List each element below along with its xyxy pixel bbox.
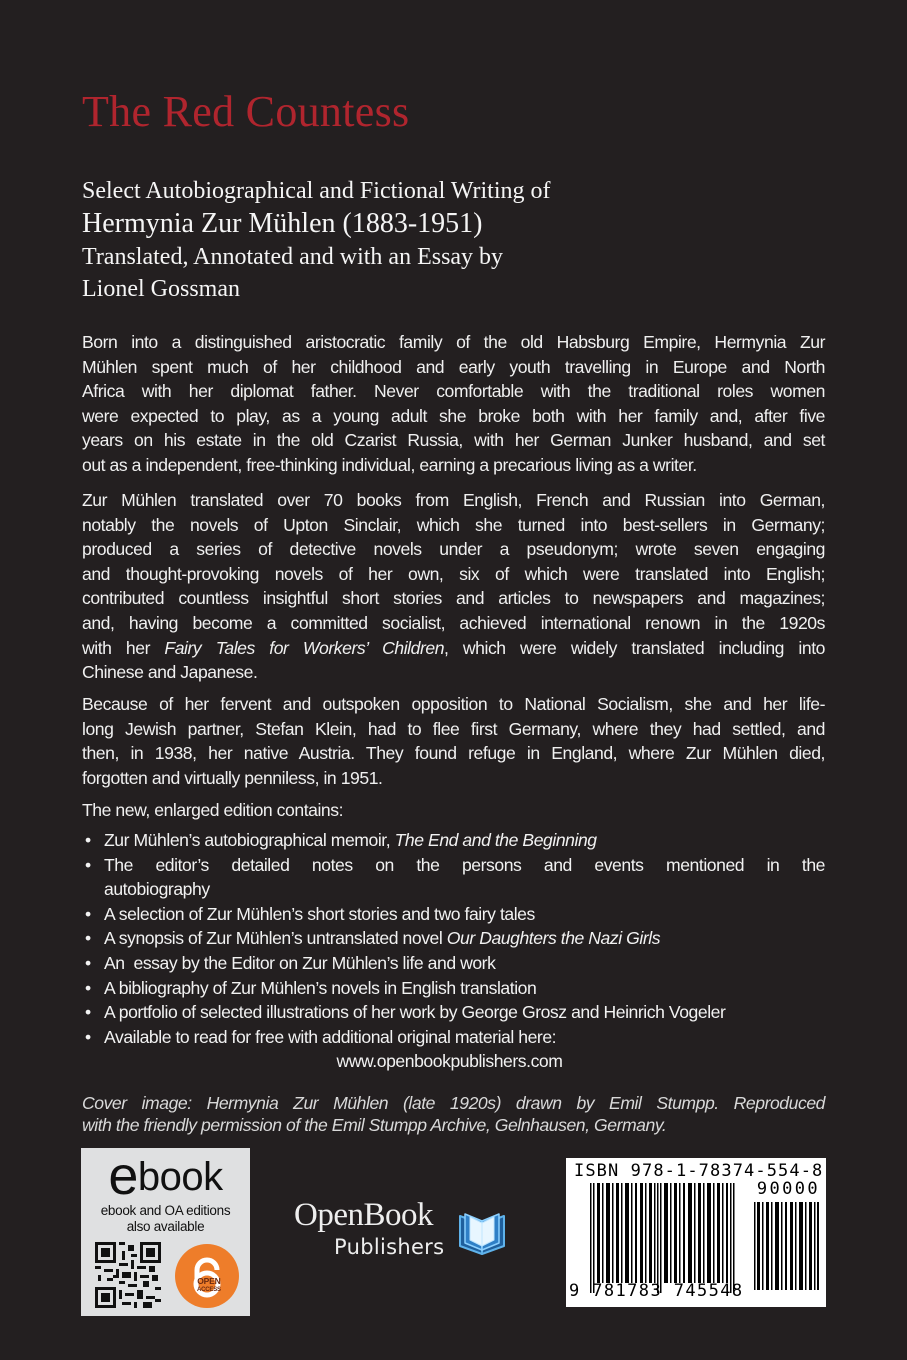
list-item <box>82 853 825 902</box>
list-item <box>82 1025 825 1074</box>
contents-list <box>82 828 825 1074</box>
book-title: The Red Countess <box>82 87 410 136</box>
text-line: Zur Mühlen translated over 70 books from English, French and Russian into German, <box>82 490 825 510</box>
open-access-icon <box>175 1244 239 1308</box>
book-title-fairy-tales: Fairy Tales for Workers’ Children <box>164 637 445 658</box>
subject-name: Hermynia Zur Mühlen (1883-1951) <box>82 208 483 239</box>
text-line: Africa with her diplomat father. Never comfortable with the traditional roles women <box>82 381 825 402</box>
ebook-availability-note <box>81 1203 250 1235</box>
text-line: notably the novels of Upton Sinclair, which she turned into best-sellers in Germany; <box>82 514 825 535</box>
text-line: then, in 1938, her native Austria. They found refuge in England, where Zur Mühlen died, <box>82 743 825 764</box>
addon-barcode-bars-icon <box>754 1202 820 1290</box>
text-line: also available <box>126 1219 205 1234</box>
text-fragment: A synopsis of Zur Mühlen’s untranslated novel <box>104 928 447 949</box>
list-item: • An essay by the Editor on Zur Mühlen’s life and work <box>82 951 825 976</box>
ebook-e-letter: e <box>108 1146 138 1206</box>
text-line: and, having become a committed socialist, achieved international renown in the 1920s <box>82 612 825 633</box>
cover-image-credit <box>82 1092 825 1136</box>
text-line: produced a series of detective novels under a pseudonym; wrote seven engaging <box>82 539 825 560</box>
text-line: Available to read for free with additional original material here: <box>104 1026 557 1047</box>
barcode-digits: 9 781783 745548 <box>569 1281 744 1301</box>
text-line: were expected to play, as a young adult she broke both with her family and, after five <box>82 405 825 426</box>
text-line: with the friendly permission of the Emil Stumpp Archive, Gelnhausen, Germany. <box>82 1115 667 1135</box>
text-line: • The editor’s detailed notes on the persons and events mentioned in the <box>104 854 825 875</box>
text-line: Cover image: Hermynia Zur Mühlen (late 1920s) drawn by Emil Stumpp. Reproduced <box>82 1093 825 1113</box>
text-line: out as a independent, free-thinking individual, earning a precarious living as a writer. <box>82 454 697 475</box>
text-line: autobiography <box>104 879 210 900</box>
ebook-heading <box>81 1146 250 1206</box>
list-intro: The new, enlarged edition contains: <box>82 800 344 821</box>
text-line: long Jewish partner, Stefan Klein, had to flee first Germany, where they had settled, and <box>82 718 825 739</box>
list-item <box>82 926 825 951</box>
subtitle-description: Select Autobiographical and Fictional Writing of <box>82 178 551 204</box>
list-item <box>82 828 825 853</box>
blurb-paragraph-3 <box>82 692 825 823</box>
text-line: Chinese and Japanese. <box>82 662 258 683</box>
barcode-bars-icon <box>590 1183 740 1293</box>
list-item: • A portfolio of selected illustrations of her work by George Grosz and Heinrich Vogeler <box>82 1000 825 1025</box>
text-line: ebook and OA editions <box>100 1203 231 1218</box>
open-access-label <box>197 1277 221 1295</box>
translator-credit: Translated, Annotated and with an Essay by <box>82 244 504 270</box>
publisher-logo <box>294 1196 514 1266</box>
isbn-barcode <box>566 1158 826 1307</box>
text-line: Mühlen spent much of her childhood and early youth travelling in Europe and North <box>82 356 825 377</box>
translator-name: Lionel Gossman <box>82 276 240 302</box>
text-line: and thought-provoking novels of her own, six of which were translated into English; <box>82 563 825 584</box>
qr-code-icon[interactable] <box>95 1242 161 1308</box>
text-line: Because of her fervent and outspoken opposition to National Socialism, she and her life- <box>82 694 825 714</box>
list-item: • A selection of Zur Mühlen’s short stories and two fairy tales <box>82 902 825 927</box>
blurb-paragraph-1 <box>82 330 825 478</box>
blurb-paragraph-2 <box>82 488 825 685</box>
text-line: years on his estate in the old Czarist Russia, with her German Junker husband, and set <box>82 430 825 451</box>
book-title-memoir: The End and the Beginning <box>394 830 597 850</box>
book-title-novel: Our Daughters the Nazi Girls <box>446 928 661 949</box>
publisher-url-link[interactable]: www.openbookpublishers.com <box>336 1051 563 1072</box>
text-fragment: Zur Mühlen’s autobiographical memoir, <box>104 830 395 850</box>
subtitle-block <box>82 176 551 305</box>
open-book-icon <box>456 1208 508 1260</box>
price-addon-code: 90000 <box>756 1179 820 1199</box>
text-line: ACCESS <box>197 1287 221 1293</box>
text-fragment: , which were widely translated including into <box>444 637 825 658</box>
ebook-book-word: book <box>137 1155 223 1199</box>
publisher-name-sub: Publishers <box>334 1235 445 1259</box>
isbn-label: ISBN 978-1-78374-554-8 <box>574 1161 824 1181</box>
text-line: forgotten and virtually penniless, in 1951. <box>82 767 383 788</box>
text-line: Born into a distinguished aristocratic family of the old Habsburg Empire, Hermynia Zur <box>82 332 825 352</box>
text-line <box>82 636 825 661</box>
text-line: OPEN <box>197 1276 221 1286</box>
text-line: contributed countless insightful short stories and articles to newspapers and magazines; <box>82 588 825 609</box>
publisher-name: OpenBook <box>294 1197 433 1233</box>
text-fragment: with her <box>82 637 165 658</box>
list-item: • A bibliography of Zur Mühlen’s novels in English translation <box>82 976 825 1001</box>
ebook-badge <box>81 1148 250 1316</box>
